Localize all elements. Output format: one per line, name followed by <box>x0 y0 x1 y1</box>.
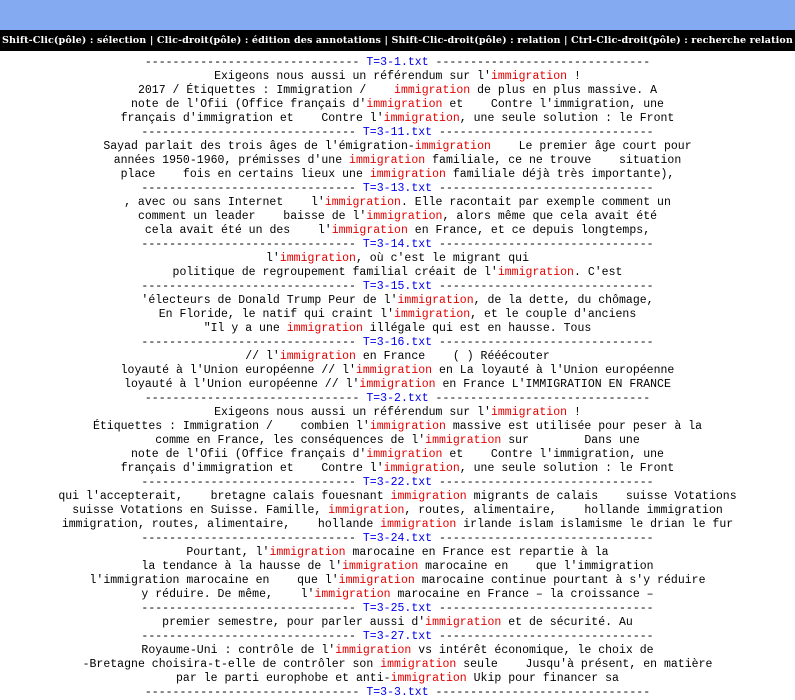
file-separator <box>0 336 795 350</box>
context-line: -Bretagne choisira-t-elle de contrôler son immigration seule Jusqu'à présent, en matière <box>82 658 713 671</box>
keyword-pole[interactable]: immigration <box>425 616 502 629</box>
separator-dashes: ------------------------------- <box>432 182 654 195</box>
keyword-pole[interactable]: immigration <box>355 364 433 377</box>
keyword-pole[interactable]: immigration <box>369 168 446 181</box>
file-name-link[interactable]: T=3-3.txt <box>366 686 429 699</box>
separator-dashes: ------------------------------- <box>432 126 654 139</box>
keyword-pole[interactable]: immigration <box>335 644 412 657</box>
keyword-pole[interactable]: immigration <box>414 140 491 153</box>
keyword-pole[interactable]: immigration <box>490 70 568 83</box>
keyword-pole[interactable]: immigration <box>383 462 460 475</box>
separator-dashes: ------------------------------- <box>141 238 363 251</box>
file-separator <box>0 238 795 252</box>
separator-dashes: ------------------------------- <box>141 602 363 615</box>
file-name-link[interactable]: T=3-2.txt <box>366 392 429 405</box>
keyword-pole[interactable]: immigration <box>394 84 471 97</box>
concordance-panel[interactable] <box>0 56 795 699</box>
context-line: l'immigration, où c'est le migrant qui <box>265 252 529 265</box>
keyword-pole[interactable]: immigration <box>390 672 467 685</box>
file-separator <box>0 392 795 406</box>
separator-dashes: ------------------------------- <box>428 392 651 405</box>
file-name-link[interactable]: T=3-16.txt <box>362 336 433 349</box>
file-name-link[interactable]: T=3-24.txt <box>362 532 433 545</box>
context-line: comment un leader baisse de l'immigration, alors même que cela avait été <box>137 210 658 223</box>
keyword-pole[interactable]: immigration <box>328 504 405 517</box>
keyword-pole[interactable]: immigration <box>394 308 471 321</box>
separator-dashes: ------------------------------- <box>141 126 363 139</box>
file-separator <box>0 476 795 490</box>
context-line: , avec ou sans Internet l'immigration. Elle racontait par exemple comment un <box>124 196 671 209</box>
context-line: cela avait été un des l'immigration en France, et ce depuis longtemps, <box>144 224 651 237</box>
separator-dashes: ------------------------------- <box>144 56 367 69</box>
context-line: premier semestre, pour parler aussi d'immigration et de sécurité. Au <box>162 616 633 629</box>
keyword-pole[interactable]: immigration <box>383 112 460 125</box>
context-line: Pourtant, l'immigration marocaine en France est repartie à la <box>186 546 609 559</box>
context-line: par le parti europhobe et anti-immigration Ukip pour financer sa <box>176 672 619 685</box>
keyword-pole[interactable]: immigration <box>338 574 415 587</box>
separator-dashes: ------------------------------- <box>432 532 654 545</box>
keyword-pole[interactable]: immigration <box>369 420 446 433</box>
context-line: note de l'Ofii (Office français d'immigration et Contre l'immigration, une <box>131 448 664 461</box>
separator-dashes: ------------------------------- <box>432 630 654 643</box>
file-separator <box>0 532 795 546</box>
context-line: Sayad parlait des trois âges de l'émigration-immigration Le premier âge court pour <box>103 140 692 153</box>
keyword-pole[interactable]: immigration <box>397 294 474 307</box>
file-name-link[interactable]: T=3-22.txt <box>362 476 433 489</box>
context-line: 2017 / Étiquettes : Immigration / immigration de plus en plus massive. A <box>137 84 658 97</box>
file-name-link[interactable]: T=3-14.txt <box>362 238 433 251</box>
context-line: Exigeons nous aussi un référendum sur l'immigration ! <box>214 406 581 419</box>
file-separator <box>0 630 795 644</box>
keyword-pole[interactable]: immigration <box>390 490 467 503</box>
file-separator <box>0 686 795 700</box>
context-line: la tendance à la hausse de l'immigration marocaine en que l'immigration <box>141 560 654 573</box>
keyword-pole[interactable]: immigration <box>380 518 457 531</box>
keyword-pole[interactable]: immigration <box>490 406 568 419</box>
keyword-pole[interactable]: immigration <box>380 658 457 671</box>
help-bar <box>0 30 795 51</box>
context-line: place fois en certains lieux une immigration familiale déjà très importante), <box>120 168 675 181</box>
separator-dashes: ------------------------------- <box>141 280 363 293</box>
file-name-link[interactable]: T=3-1.txt <box>366 56 429 69</box>
separator-dashes: ------------------------------- <box>432 336 654 349</box>
keyword-pole[interactable]: immigration <box>286 322 363 335</box>
file-separator <box>0 280 795 294</box>
file-name-link[interactable]: T=3-25.txt <box>362 602 433 615</box>
keyword-pole[interactable]: immigration <box>269 546 346 559</box>
context-line: comme en France, les conséquences de l'immigration sur Dans une <box>155 434 640 447</box>
separator-dashes: ------------------------------- <box>432 280 654 293</box>
file-separator <box>0 182 795 196</box>
file-separator <box>0 602 795 616</box>
keyword-pole[interactable]: immigration <box>331 224 408 237</box>
top-bar <box>0 0 795 30</box>
context-line: français d'immigration et Contre l'immigration, une seule solution : le Front <box>120 112 675 125</box>
keyword-pole[interactable]: immigration <box>279 252 356 265</box>
separator-dashes: ------------------------------- <box>141 532 363 545</box>
keyword-pole[interactable]: immigration <box>366 448 443 461</box>
file-separator <box>0 56 795 70</box>
separator-dashes: ------------------------------- <box>432 476 654 489</box>
keyword-pole[interactable]: immigration <box>349 154 426 167</box>
context-line: politique de regroupement familial créait de l'immigration. C'est <box>172 266 623 279</box>
context-line: loyauté à l'Union européenne // l'immigration en La loyauté à l'Union européenne <box>120 364 675 377</box>
context-line: immigration, routes, alimentaire, hollande immigration irlande islam islamisme le drian le fur <box>61 518 734 531</box>
separator-dashes: ------------------------------- <box>141 182 363 195</box>
keyword-pole[interactable]: immigration <box>324 196 401 209</box>
file-name-link[interactable]: T=3-13.txt <box>362 182 433 195</box>
keyword-pole[interactable]: immigration <box>314 588 391 601</box>
separator-dashes: ------------------------------- <box>428 56 651 69</box>
keyword-pole[interactable]: immigration <box>342 560 419 573</box>
separator-dashes: ------------------------------- <box>141 630 363 643</box>
context-line: // l'immigration en France ( ) Rééécouter <box>245 350 550 363</box>
keyword-pole[interactable]: immigration <box>425 434 502 447</box>
separator-dashes: ------------------------------- <box>144 686 367 699</box>
help-text: Shift-Clic(pôle) : sélection | Clic-droit(pôle) : édition des annotations | Shift-Clic-droit(pôle) : relation | Ctrl-Clic-droit(pôle) : recherche relation <box>2 35 793 46</box>
context-line: français d'immigration et Contre l'immigration, une seule solution : le Front <box>120 462 675 475</box>
separator-dashes: ------------------------------- <box>144 392 367 405</box>
context-line: suisse Votations en Suisse. Famille, immigration, routes, alimentaire, hollande immigration <box>72 504 723 517</box>
keyword-pole[interactable]: immigration <box>366 210 443 223</box>
context-line: Royaume-Uni : contrôle de l'immigration vs intérêt économique, le choix de <box>141 644 654 657</box>
separator-dashes: ------------------------------- <box>432 602 654 615</box>
keyword-pole[interactable]: immigration <box>359 378 436 391</box>
separator-dashes: ------------------------------- <box>141 476 363 489</box>
context-line: note de l'Ofii (Office français d'immigration et Contre l'immigration, une <box>131 98 664 111</box>
context-line: "Il y a une immigration illégale qui est en hausse. Tous <box>203 322 592 335</box>
keyword-pole[interactable]: immigration <box>366 98 443 111</box>
separator-dashes: ------------------------------- <box>428 686 651 699</box>
context-line: loyauté à l'Union européenne // l'immigration en France L'IMMIGRATION EN FRANCE <box>124 378 671 391</box>
file-name-link[interactable]: T=3-15.txt <box>362 280 433 293</box>
context-line: qui l'accepterait, bretagne calais fouesnant immigration migrants de calais suisse Votations <box>58 490 737 503</box>
keyword-pole[interactable]: immigration <box>497 266 574 279</box>
context-line: 'électeurs de Donald Trump Peur de l'immigration, de la dette, du chômage, <box>141 294 654 307</box>
context-line: y réduire. De même, l'immigration marocaine en France – la croissance – <box>141 588 654 601</box>
file-separator <box>0 126 795 140</box>
separator-dashes: ------------------------------- <box>141 336 363 349</box>
file-name-link[interactable]: T=3-27.txt <box>362 630 433 643</box>
file-name-link[interactable]: T=3-11.txt <box>362 126 433 139</box>
context-line: En Floride, le natif qui craint l'immigration, et le couple d'anciens <box>158 308 637 321</box>
context-line: l'immigration marocaine en que l'immigration marocaine continue pourtant à s'y réduire <box>89 574 706 587</box>
separator-dashes: ------------------------------- <box>432 238 654 251</box>
keyword-pole[interactable]: immigration <box>279 350 356 363</box>
context-line: Étiquettes : Immigration / combien l'immigration massive est utilisée pour peser à la <box>92 420 703 433</box>
context-line: années 1950-1960, prémisses d'une immigration familiale, ce ne trouve situation <box>113 154 682 167</box>
context-line: Exigeons nous aussi un référendum sur l'immigration ! <box>214 70 581 83</box>
